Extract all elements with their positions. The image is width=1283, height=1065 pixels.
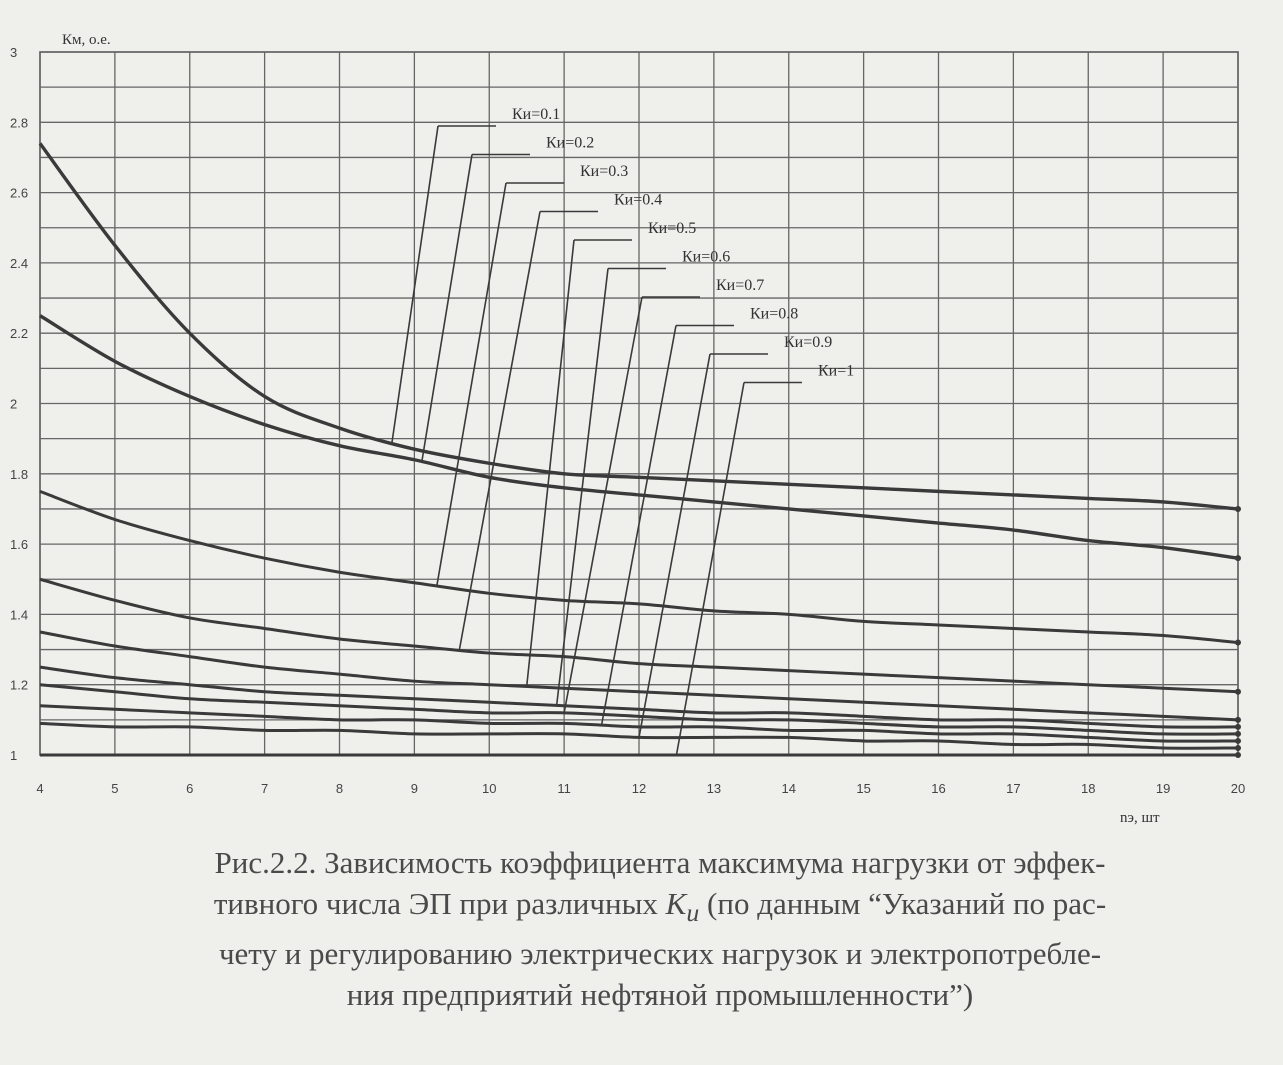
annotation-label: Ки=0.7	[716, 277, 765, 294]
x-tick-label: 17	[1006, 781, 1021, 796]
x-tick-label: 5	[111, 781, 119, 796]
y-tick-label: 1.8	[10, 466, 29, 482]
x-tick-label: 14	[781, 781, 796, 796]
annotation-leaders	[392, 106, 854, 755]
x-tick-label: 18	[1081, 781, 1096, 796]
annotation-label: Ки=0.9	[784, 334, 833, 351]
annotation-label: Ки=0.2	[546, 134, 595, 152]
x-tick-label: 4	[36, 781, 44, 796]
series-end-point	[1235, 752, 1241, 758]
x-tick-label: 11	[557, 781, 571, 796]
caption-variable: $K_и$	[665, 886, 700, 928]
y-tick-label: 1	[10, 748, 18, 763]
y-tick-label: 1.2	[10, 677, 29, 693]
x-tick-label: 9	[410, 781, 418, 796]
annotation-label: Ки=0.6	[682, 248, 731, 266]
annotation-leader	[564, 297, 642, 713]
caption-line-2: тивного числа ЭП при различных $K_и$ (по данным “Указаний по рас-	[213, 886, 1107, 928]
annotation-leader	[437, 183, 506, 586]
x-tick-label: 16	[931, 781, 946, 796]
caption-line-4: ния предприятий нефтяной промышленности”)	[346, 977, 974, 1013]
grid	[40, 52, 1238, 755]
x-tick-label: 12	[631, 781, 647, 796]
annotation-label: Ки=0.3	[580, 163, 629, 180]
series-end-point	[1235, 506, 1241, 512]
series-end-point	[1235, 745, 1241, 751]
annotation-leader	[459, 212, 540, 651]
annotation-leader	[422, 155, 472, 462]
annotation-label: Ки=0.8	[750, 305, 799, 323]
y-tick-label: 1.6	[10, 537, 29, 553]
x-tick-label: 20	[1230, 781, 1246, 796]
annotation-label: Ки=0.1	[512, 106, 561, 123]
y-tick-label: 2	[10, 396, 18, 412]
y-tick-label: 3	[10, 45, 18, 60]
x-tick-label: 13	[706, 781, 722, 796]
x-tick-label: 15	[856, 781, 871, 796]
x-tick-label: 10	[482, 781, 497, 796]
x-axis-label: nэ, шт	[1120, 810, 1160, 826]
y-tick-label: 2.6	[10, 185, 29, 201]
y-axis-label: Км, о.е.	[62, 32, 111, 48]
series-end-point	[1235, 689, 1241, 695]
series-end-point	[1235, 738, 1241, 744]
series-end-point	[1235, 724, 1241, 730]
y-tick-label: 1.4	[10, 607, 29, 623]
y-tick-label: 2.2	[10, 326, 29, 342]
figure-caption	[90, 842, 1230, 1015]
x-tick-label: 7	[261, 781, 269, 796]
x-tick-label: 19	[1155, 781, 1171, 796]
series-end-point	[1235, 555, 1241, 561]
x-tick-label: 6	[186, 781, 194, 796]
annotation-label: Ки=0.5	[648, 220, 697, 237]
series-lines	[40, 143, 1241, 758]
y-tick-label: 2.8	[10, 115, 29, 131]
y-tick-label: 2.4	[10, 255, 29, 271]
x-tick-label: 8	[335, 781, 344, 796]
caption-line-3: чету и регулированию электрических нагрузок и электропотребле-	[218, 936, 1102, 972]
series-end-point	[1235, 731, 1241, 737]
series-end-point	[1235, 717, 1241, 723]
annotation-leader	[639, 354, 710, 737]
annotation-label: Ки=0.4	[614, 191, 663, 209]
series-end-point	[1235, 640, 1241, 646]
caption-line-1: Рис.2.2. Зависимость коэффициента максимума нагрузки от эффек-	[214, 845, 1106, 880]
annotation-label: Ки=1	[818, 362, 855, 380]
